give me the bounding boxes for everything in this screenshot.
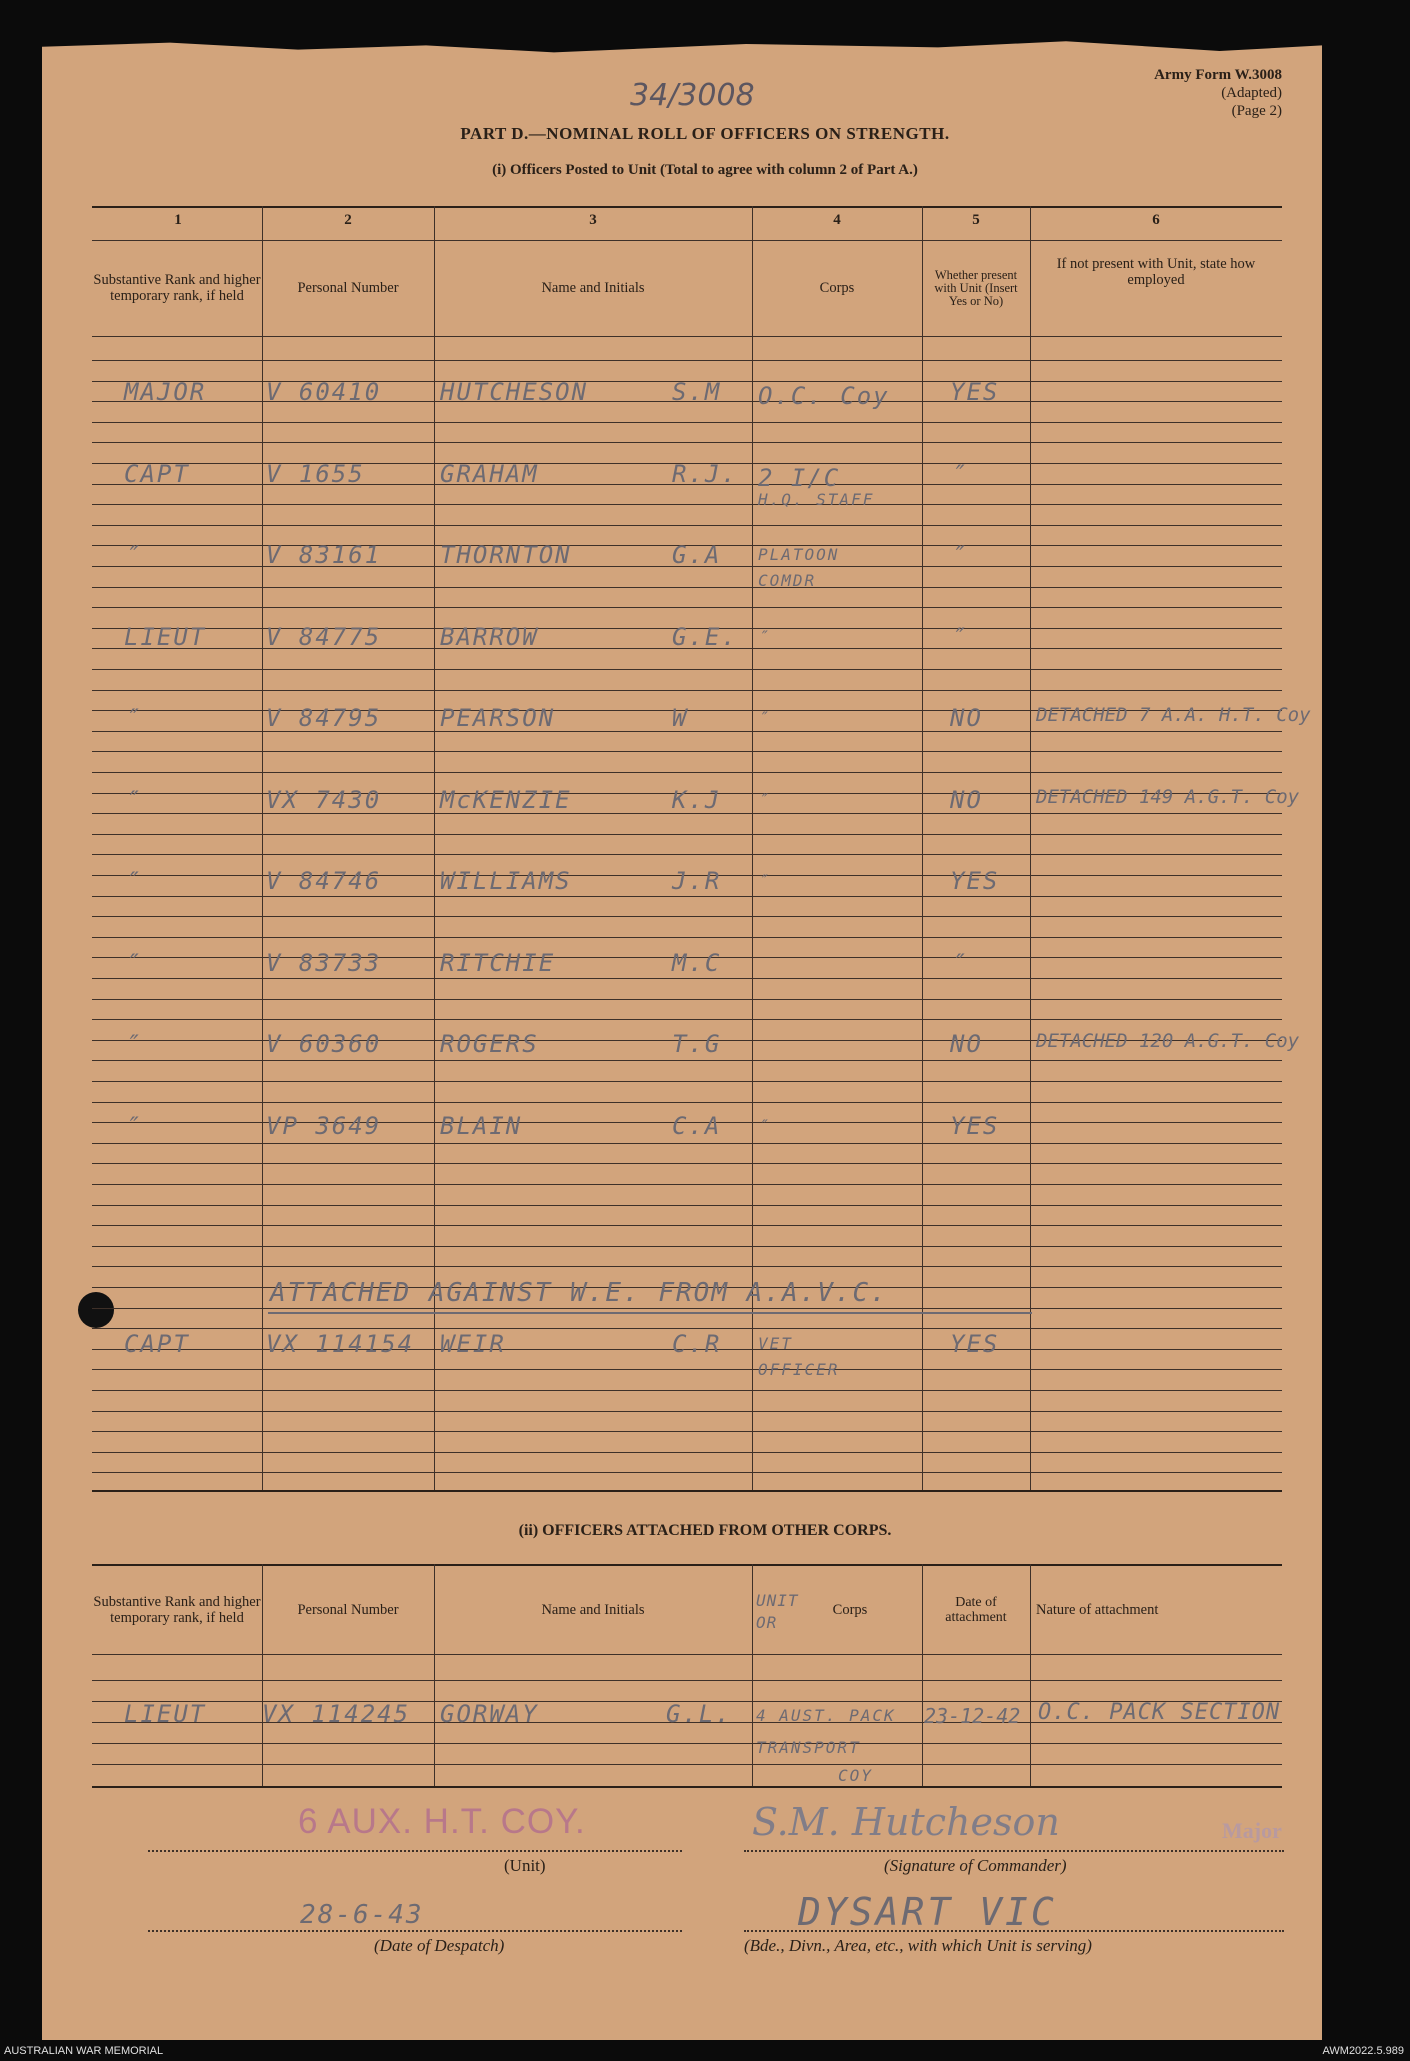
- employment-cell: DETACHED 7 A.A. H.T. Coy: [1036, 704, 1311, 726]
- table2-top-rule: [92, 1564, 1282, 1566]
- writing-line: [92, 1246, 1282, 1247]
- rank-cell: LIEUT: [124, 623, 207, 651]
- reference-number: 34/3008: [630, 78, 755, 113]
- location-label: (Bde., Divn., Area, etc., with which Unit is serving): [744, 1936, 1092, 1955]
- writing-line: [92, 751, 1282, 752]
- name-cell: WILLIAMS: [440, 867, 572, 895]
- initials-cell: K.J: [672, 786, 722, 814]
- writing-line: [92, 1081, 1282, 1082]
- writing-line: [92, 1102, 1282, 1103]
- initials-cell: R.J.: [672, 460, 738, 488]
- present-cell: YES: [950, 1330, 1000, 1358]
- present-cell: ″: [950, 949, 967, 977]
- unit-location: DYSART VIC: [798, 1890, 1057, 1934]
- rank-cell: ″: [124, 867, 141, 895]
- name-cell: HUTCHESON: [440, 378, 589, 406]
- personal-number-cell: VP 3649: [266, 1112, 382, 1140]
- initials-cell: J.R: [672, 867, 722, 895]
- col-number-4: 4: [833, 212, 841, 228]
- signature-label: (Signature of Commander): [884, 1856, 1067, 1875]
- despatch-date: 28-6-43: [300, 1900, 424, 1930]
- present-cell: YES: [950, 1112, 1000, 1140]
- personal-number-cell: VX 7430: [266, 786, 382, 814]
- writing-line: [92, 1390, 1282, 1391]
- header2-name: Name and Initials: [541, 1602, 645, 1618]
- page-title: PART D.—NOMINAL ROLL OF OFFICERS ON STRENGTH.: [460, 124, 950, 143]
- initials-cell: T.G: [672, 1030, 722, 1058]
- date-dotted-line: [148, 1930, 682, 1932]
- writing-line: [92, 690, 1282, 691]
- rank-cell: ″: [124, 541, 141, 569]
- corps-cell: PLATOON: [758, 545, 840, 564]
- attached-officer-number: VX 114245: [262, 1700, 411, 1728]
- name-cell: ROGERS: [440, 1030, 539, 1058]
- header2-nature: Nature of attachment: [1036, 1602, 1159, 1618]
- initials-cell: C.A: [672, 1112, 722, 1140]
- caption-bar: [0, 2042, 1410, 2061]
- attached-officer-date: 23-12-42: [924, 1704, 1021, 1728]
- corps-cell-line2: COMDR: [758, 571, 817, 590]
- col-number-5: 5: [972, 212, 980, 228]
- rank-cell: MAJOR: [124, 378, 207, 406]
- writing-line: [92, 1472, 1282, 1473]
- writing-line: [92, 1680, 1282, 1681]
- unit-label: (Unit): [504, 1856, 546, 1875]
- personal-number-cell: V 84746: [266, 867, 382, 895]
- unit-dotted-line: [148, 1850, 682, 1852]
- header-employment: If not present with Unit, state how employed: [1056, 256, 1256, 288]
- initials-cell: G.E.: [672, 623, 738, 651]
- employment-cell: DETACHED 120 A.G.T. Coy: [1036, 1030, 1300, 1052]
- writing-line: [92, 854, 1282, 855]
- column-line: [752, 1564, 753, 1786]
- present-cell: YES: [950, 867, 1000, 895]
- personal-number-cell: V 1655: [266, 460, 365, 488]
- table2-header-rule: [92, 1654, 1282, 1655]
- date-label: (Date of Despatch): [374, 1936, 505, 1955]
- header-corps: Corps: [819, 280, 855, 296]
- corps-cell: ″: [758, 1116, 770, 1135]
- initials-cell: W: [672, 704, 689, 732]
- writing-line: [92, 1205, 1282, 1206]
- writing-line: [92, 1163, 1282, 1164]
- attached-officer-rank: LIEUT: [124, 1700, 207, 1728]
- corps-cell: ″: [758, 627, 770, 646]
- header-personal-number: Personal Number: [297, 280, 399, 296]
- header2-personal-number: Personal Number: [297, 1602, 399, 1618]
- writing-line: [92, 1184, 1282, 1185]
- section-two-title: (ii) OFFICERS ATTACHED FROM OTHER CORPS.: [518, 1522, 892, 1539]
- header2-rank: Substantive Rank and higher temporary rank, if held: [93, 1594, 261, 1626]
- section-one-subtitle: (i) Officers Posted to Unit (Total to agree with column 2 of Part A.): [492, 162, 918, 178]
- column-line: [922, 1564, 923, 1786]
- column-line: [262, 206, 263, 1490]
- present-cell: ″: [950, 623, 967, 651]
- col-number-6: 6: [1152, 212, 1160, 228]
- writing-line: [92, 1019, 1282, 1020]
- corps-cell: ″: [758, 790, 770, 809]
- header-name: Name and Initials: [541, 280, 645, 296]
- writing-line: [92, 999, 1282, 1000]
- form-identifier: [1154, 66, 1282, 120]
- form-page: (Page 2): [1231, 103, 1282, 119]
- attached-officer-nature: O.C. PACK SECTION: [1038, 1700, 1281, 1725]
- corps-cell: VET: [758, 1334, 793, 1353]
- personal-number-cell: V 84775: [266, 623, 382, 651]
- present-cell: YES: [950, 378, 1000, 406]
- column-line: [262, 1564, 263, 1786]
- header2-corps: Corps: [832, 1602, 868, 1618]
- corps-cell: 2 I/C: [758, 464, 841, 492]
- attached-officer-initials: G.L.: [666, 1700, 732, 1728]
- writing-line: [92, 896, 1282, 897]
- writing-line: [92, 1411, 1282, 1412]
- corps-cell-line2: OFFICER: [758, 1360, 840, 1379]
- table-top-rule: [92, 206, 1282, 208]
- writing-line: [92, 1308, 1282, 1309]
- personal-number-cell: VX 114154: [266, 1330, 415, 1358]
- writing-line: [92, 442, 1282, 443]
- name-cell: BLAIN: [440, 1112, 523, 1140]
- name-cell: BARROW: [440, 623, 539, 651]
- personal-number-cell: V 83733: [266, 949, 382, 977]
- rank-cell: ″: [124, 1112, 141, 1140]
- header2-date: Date of attachment: [945, 1595, 1007, 1625]
- corps-cell-line2: H.Q. STAFF: [758, 490, 875, 509]
- present-cell: ″: [950, 460, 967, 488]
- present-cell: NO: [950, 1030, 983, 1058]
- unit-stamp: 6 AUX. H.T. COY.: [298, 1802, 586, 1841]
- personal-number-cell: V 83161: [266, 541, 382, 569]
- attached-officer-corps-line3: COY: [838, 1766, 873, 1785]
- writing-line: [92, 1225, 1282, 1226]
- accession-number: AWM2022.5.989: [1322, 2045, 1404, 2057]
- writing-line: [92, 978, 1282, 979]
- present-cell: ″: [950, 541, 967, 569]
- col-number-2: 2: [344, 212, 352, 228]
- col-number-3: 3: [589, 212, 597, 228]
- archive-caption: AUSTRALIAN WAR MEMORIAL: [4, 2045, 164, 2057]
- rank-cell: CAPT: [124, 1330, 190, 1358]
- col-number-1: 1: [174, 212, 182, 228]
- location-dotted-line: [744, 1930, 1284, 1932]
- name-cell: WEIR: [440, 1330, 506, 1358]
- present-cell: NO: [950, 786, 983, 814]
- column-line: [1030, 206, 1031, 1490]
- present-cell: NO: [950, 704, 983, 732]
- name-cell: THORNTON: [440, 541, 572, 569]
- writing-line: [92, 1060, 1282, 1061]
- writing-line: [92, 1452, 1282, 1453]
- col-number-rule: [92, 240, 1282, 241]
- initials-cell: M.C: [672, 949, 722, 977]
- attached-officer-name: GORWAY: [440, 1700, 539, 1728]
- writing-line: [92, 360, 1282, 361]
- header-bottom-rule: [92, 336, 1282, 337]
- header-present: Whether present with Unit (Insert Yes or No): [934, 267, 1018, 308]
- table-bottom-rule: [92, 1490, 1282, 1492]
- signature-rank: Major: [1222, 1818, 1282, 1843]
- writing-line: [92, 525, 1282, 526]
- corps-cell: O.C. Coy: [758, 382, 890, 410]
- writing-line: [92, 504, 1282, 505]
- employment-cell: DETACHED 149 A.G.T. Coy: [1036, 786, 1300, 808]
- name-cell: GRAHAM: [440, 460, 539, 488]
- header2-corps-prefix: UNIT OR: [756, 1591, 799, 1632]
- writing-line: [92, 916, 1282, 917]
- writing-line: [92, 1764, 1282, 1765]
- column-line: [1030, 1564, 1031, 1786]
- initials-cell: C.R: [672, 1330, 722, 1358]
- attached-note-underline: [268, 1312, 1032, 1314]
- writing-line: [92, 1369, 1282, 1370]
- writing-line: [92, 422, 1282, 423]
- punch-hole: [78, 1292, 114, 1328]
- rank-cell: CAPT: [124, 460, 190, 488]
- column-line: [922, 206, 923, 1490]
- attached-officer-corps: 4 AUST. PACK: [756, 1706, 896, 1725]
- name-cell: RITCHIE: [440, 949, 556, 977]
- rank-cell: ″: [124, 786, 141, 814]
- corps-cell: ″: [758, 708, 770, 727]
- writing-line: [92, 1328, 1282, 1329]
- rank-cell: ″: [124, 949, 141, 977]
- rank-cell: ″: [124, 704, 141, 732]
- personal-number-cell: V 60360: [266, 1030, 382, 1058]
- writing-line: [92, 1266, 1282, 1267]
- personal-number-cell: V 84795: [266, 704, 382, 732]
- initials-cell: G.A: [672, 541, 722, 569]
- corps-cell: ″: [758, 871, 770, 890]
- initials-cell: S.M: [672, 378, 722, 406]
- writing-line: [92, 607, 1282, 608]
- writing-line: [92, 772, 1282, 773]
- writing-line: [92, 669, 1282, 670]
- form-number: Army Form W.3008: [1154, 67, 1282, 83]
- writing-line: [92, 1743, 1282, 1744]
- form-adapted: (Adapted): [1221, 85, 1282, 101]
- writing-line: [92, 834, 1282, 835]
- commander-signature: S.M. Hutcheson: [752, 1800, 1060, 1844]
- rank-cell: ″: [124, 1030, 141, 1058]
- signature-dotted-line: [744, 1850, 1284, 1852]
- attached-officer-corps-line2: TRANSPORT: [756, 1738, 861, 1757]
- table2-bottom-rule: [92, 1786, 1282, 1788]
- header-rank: Substantive Rank and higher temporary rank, if held: [93, 272, 261, 304]
- writing-line: [92, 1431, 1282, 1432]
- name-cell: PEARSON: [440, 704, 556, 732]
- personal-number-cell: V 60410: [266, 378, 382, 406]
- attached-note: ATTACHED AGAINST W.E. FROM A.A.V.C.: [270, 1278, 888, 1308]
- writing-line: [92, 1143, 1282, 1144]
- writing-line: [92, 587, 1282, 588]
- name-cell: McKENZIE: [440, 786, 572, 814]
- writing-line: [92, 937, 1282, 938]
